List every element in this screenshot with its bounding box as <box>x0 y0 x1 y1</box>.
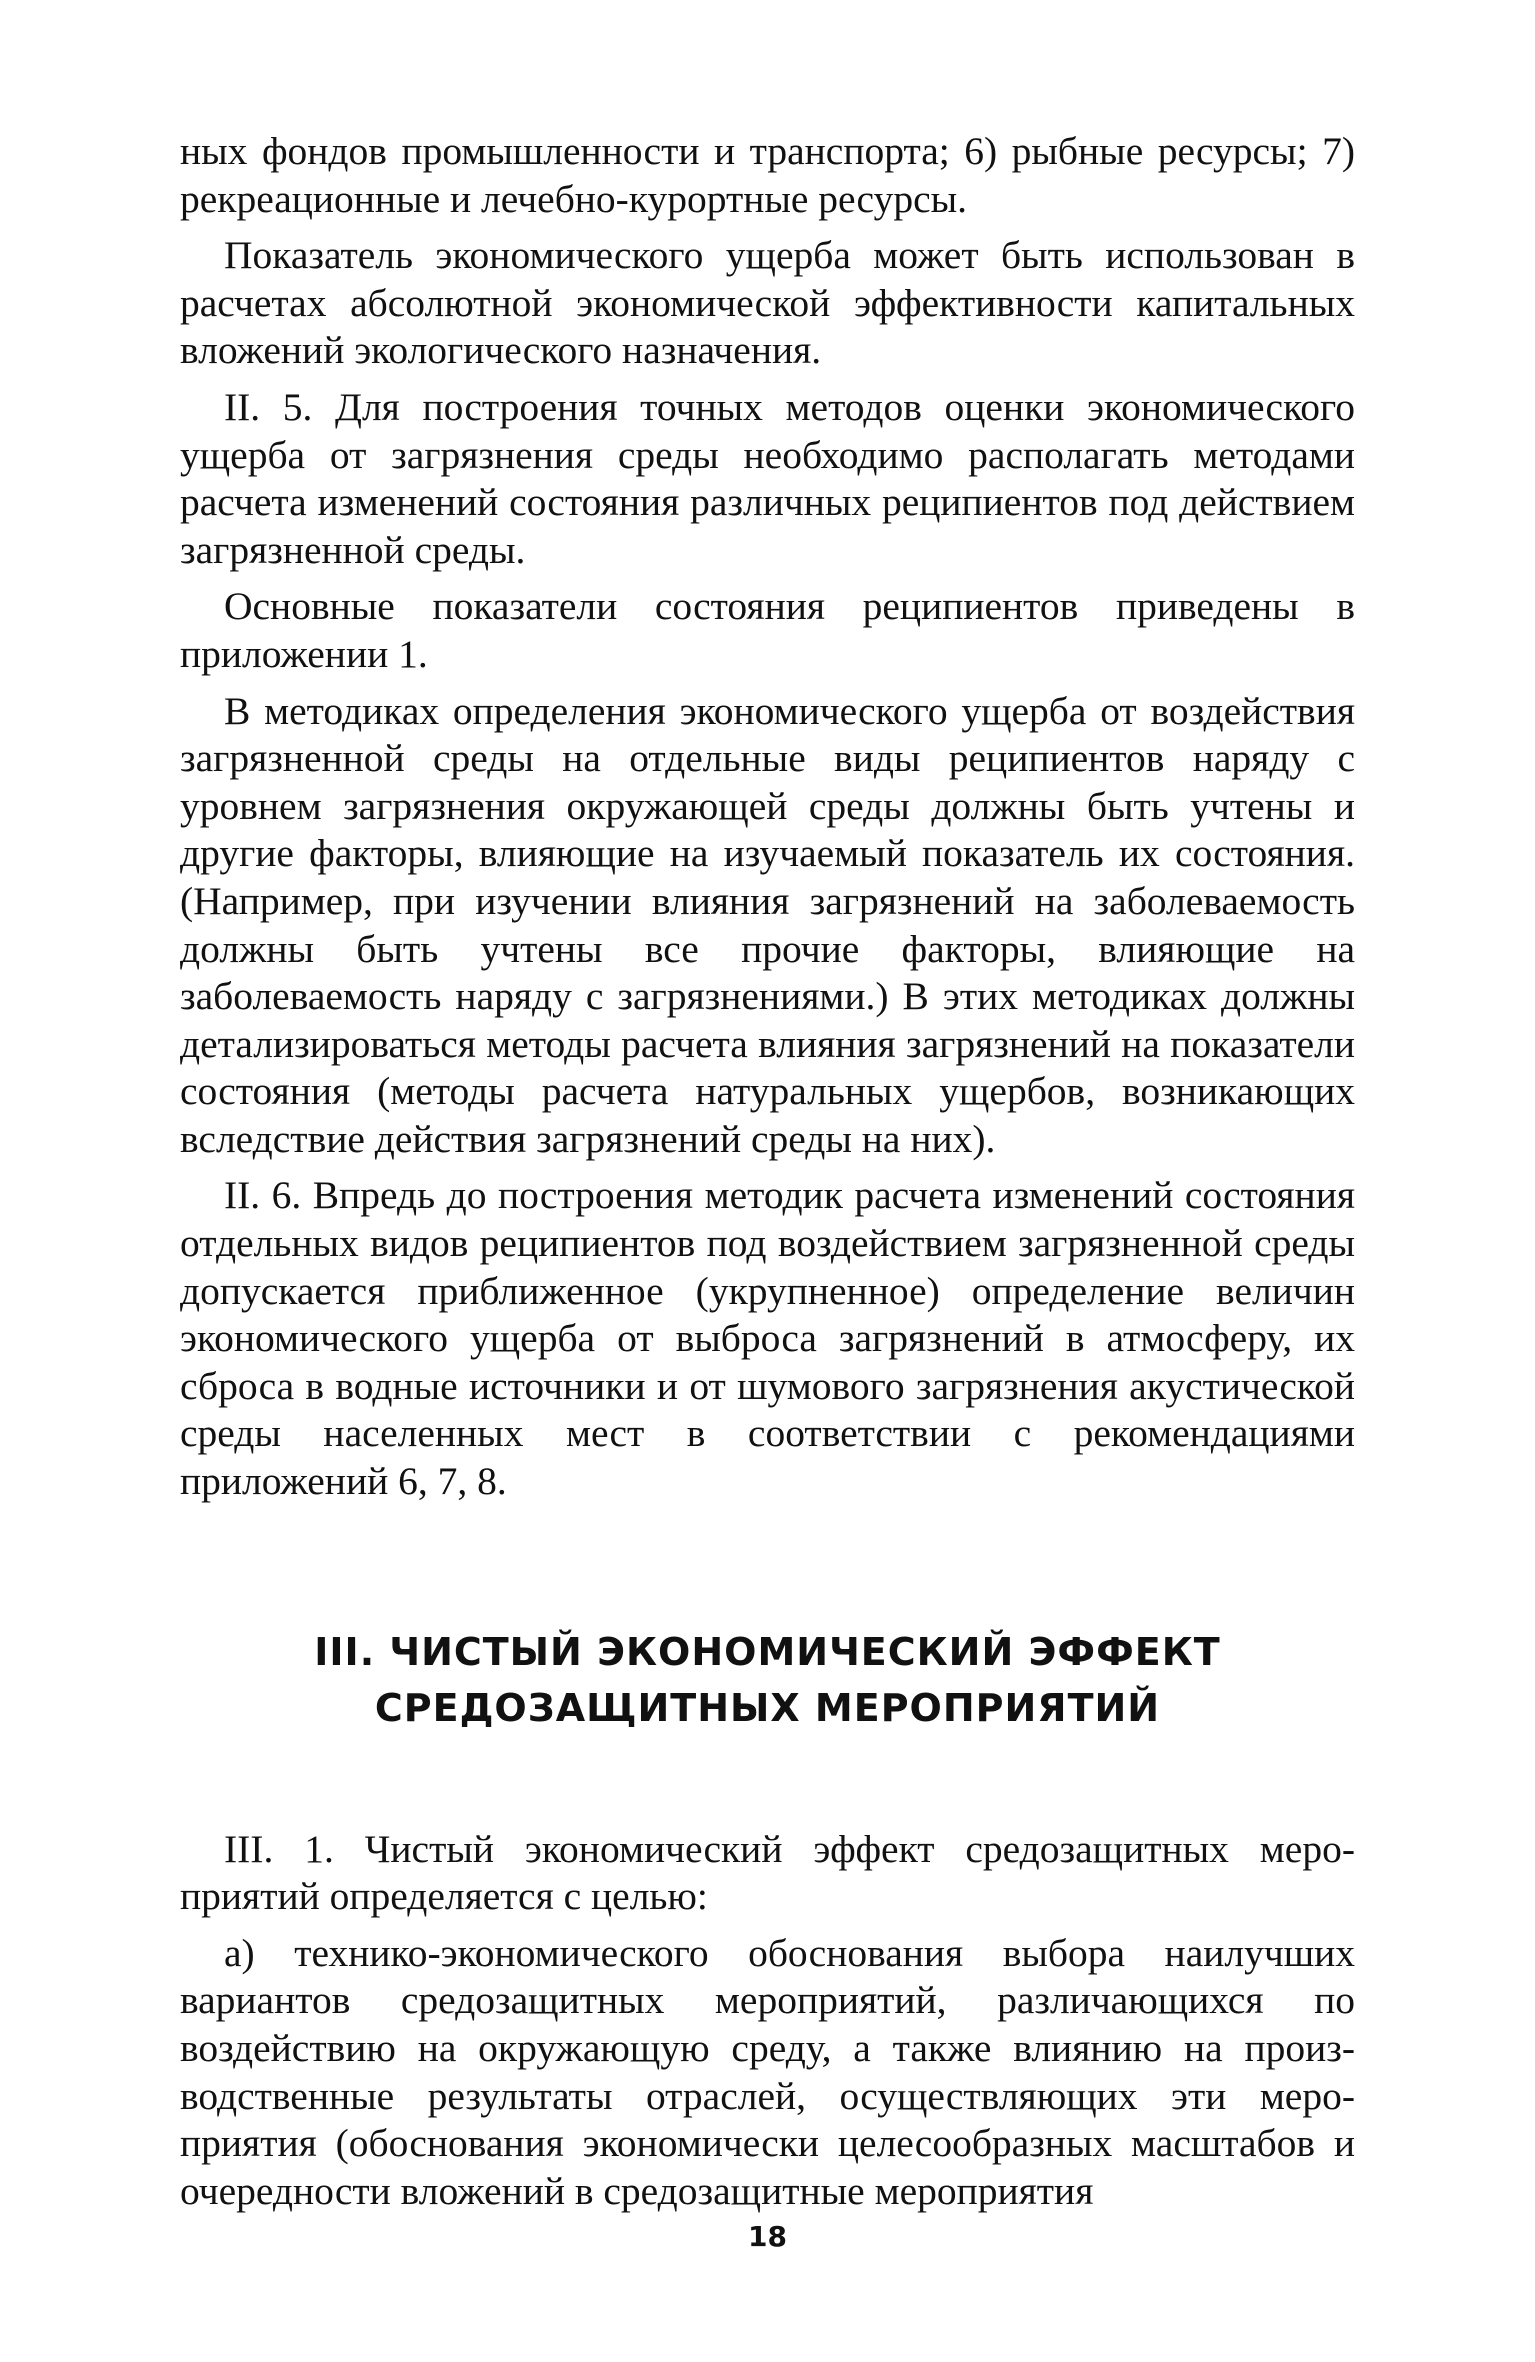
paragraph-methodologies: В методиках определения экономического ущерба от воздействия загрязненной среды на отдельные виды реципиентов наряду с уровнем загрязнения окружающей среды должны быть учтены и другие факторы, влияющие на изучаемый показатель их состояния. (Например, при изучении влияния загрязнений на заболеваемость должны быть учтены все прочие факторы, влияющие на заболеваемость наряду с загрязнениями.) В этих методиках должны детализироваться методы расчета влияния загрязнений на показатели состояния (методы расчета натуральных ущербов, возникающих вследствие действия загрязнений среды на них). <box>180 688 1355 1161</box>
document-page <box>180 128 1355 2224</box>
page-number: 18 <box>748 2220 787 2253</box>
section-heading <box>180 1624 1355 1736</box>
section-heading-line-2: СРЕДОЗАЩИТНЫХ МЕРОПРИЯТИЙ <box>374 1685 1161 1730</box>
paragraph-section-3-1: III. 1. Чистый экономический эффект средозащитных мероприятий определяется с целью: <box>180 1826 1355 1919</box>
paragraph-recipient-indicators: Основные показатели состояния реципиентов приведены в приложении 1. <box>180 584 1355 676</box>
paragraph-item-a: а) технико-экономического обоснования выбора наилучших вариантов средозащитных мероприятий, различающихся по воздействию на окружающую среду, а также влиянию на производственные результаты отраслей, осуществляющих эти мероприятия (обоснования экономически целесообразных масштабов и очередности вложений в средозащитные мероприятия <box>180 1930 1355 2213</box>
paragraph-continuation: ных фондов промышленности и транспорта; 6) рыбные ресурсы; 7) рекреационные и лечебно-курортные ресурсы. <box>180 129 1355 221</box>
section-heading-line-1: III. ЧИСТЫЙ ЭКОНОМИЧЕСКИЙ ЭФФЕКТ <box>314 1629 1221 1674</box>
paragraph-damage-indicator: Показатель экономического ущерба может быть использован в расчетах абсолютной экономической эффективности капитальных вложений экологического назначения. <box>180 233 1355 373</box>
paragraph-section-2-5: II. 5. Для построения точных методов оценки экономического ущерба от загрязнения среды необходимо располагать методами расчета изменений состояния различных реципиентов под действием загрязненной среды. <box>180 384 1355 572</box>
paragraph-section-2-6: II. 6. Впредь до построения методик расчета изменений состояния отдельных видов реципиентов под воздействием загрязненной среды допускается приближенное (укрупненное) определение величин экономического ущерба от выброса загрязнений в атмосферу, их сброса в водные источники и от шумового загрязнения акустической среды населенных мест в соответствии с рекомендациями приложений 6, 7, 8. <box>180 1173 1355 1504</box>
